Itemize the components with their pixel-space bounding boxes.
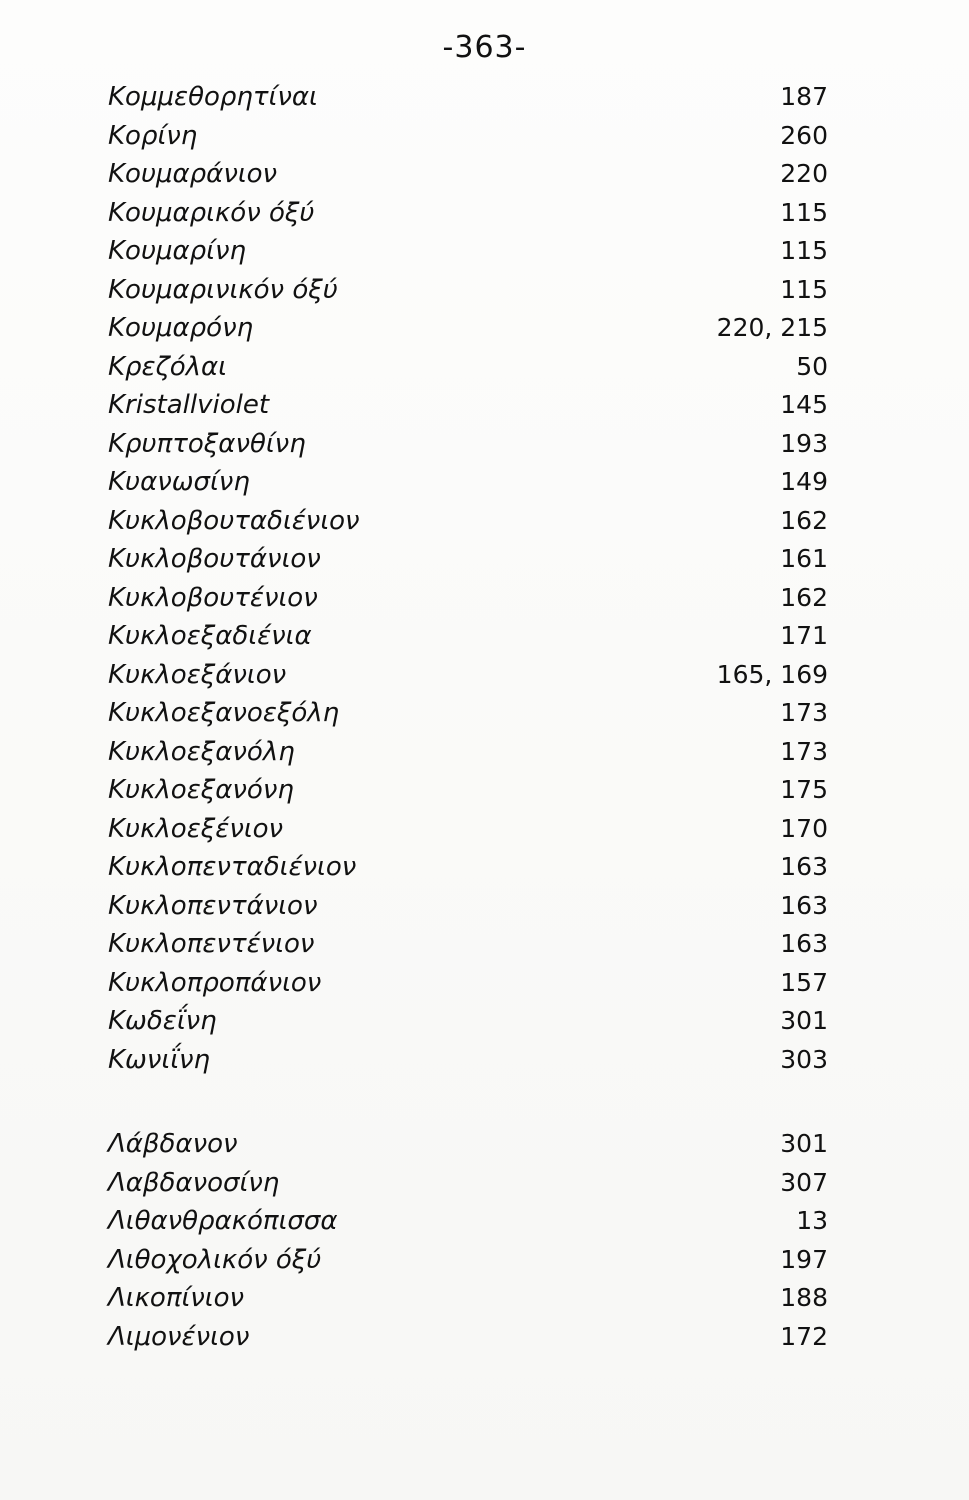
index-page-refs: 303 [780, 1044, 828, 1074]
index-entry [108, 429, 828, 468]
index-term: Κρεζόλαι [108, 351, 227, 382]
index-term: Κυκλοπεντάνιον [108, 890, 318, 921]
index-term: Kristallviolet [108, 390, 270, 420]
index-term: Λικοπίνιον [108, 1283, 245, 1313]
index-entry [108, 929, 828, 968]
index-entry [108, 1045, 828, 1084]
index-page-refs: 163 [780, 890, 828, 920]
index-entry [108, 968, 828, 1007]
index-term: Λιμονένιον [108, 1321, 250, 1352]
index-term: Κομμεθορητίναι [108, 82, 318, 112]
index-entry [108, 1168, 828, 1207]
index-term: Κυκλοεξανόλη [108, 736, 295, 767]
index-page-refs: 162 [780, 505, 828, 535]
index-entry [108, 891, 828, 930]
index-entry [108, 621, 828, 660]
index-term: Κυκλοβουτάνιον [108, 544, 321, 574]
index-page-refs: 175 [780, 775, 828, 804]
index-term: Κουμαρινικόν όξύ [108, 274, 338, 305]
index-entry [108, 544, 828, 583]
index-term: Κυκλοπεντένιον [108, 929, 315, 959]
index-term: Κυκλοεξάνιον [108, 659, 287, 690]
index-entry [108, 1245, 828, 1284]
index-page-refs: 188 [780, 1283, 828, 1312]
index-term: Κυκλοεξανοεξόλη [108, 698, 340, 728]
index-page-refs: 163 [780, 852, 828, 881]
index-page-refs: 170 [780, 813, 828, 843]
index-term: Κυκλοεξένιον [108, 813, 284, 844]
index-entry [108, 198, 828, 237]
index-entry [108, 852, 828, 891]
index-page-refs: 145 [780, 390, 828, 419]
index-page-refs: 149 [780, 467, 828, 496]
index-page-refs: 162 [780, 582, 828, 612]
index-entry [108, 1322, 828, 1361]
index-entry [108, 390, 828, 429]
index-page-refs: 50 [796, 351, 828, 381]
index-term: Κυκλοβουτένιον [108, 582, 318, 613]
index-entry [108, 121, 828, 160]
index-term: Κυκλοεξαδιένια [108, 621, 312, 651]
index-term: Κυκλοβουταδιένιον [108, 505, 360, 536]
index-entry [108, 814, 828, 853]
index-page-refs: 193 [780, 428, 828, 458]
index-term: Κουμαράνιον [108, 159, 278, 189]
index-term: Λιθανθρακόπισσα [108, 1206, 338, 1236]
index-page-refs: 307 [780, 1167, 828, 1197]
index-term: Λάβδανον [108, 1129, 238, 1159]
index-page-refs: 173 [780, 698, 828, 727]
index-entry [108, 660, 828, 699]
index-term: Κωδεΐνη [108, 1006, 217, 1036]
index-page-refs: 115 [780, 274, 828, 304]
index-entry [108, 1129, 828, 1168]
index-page-refs: 157 [780, 967, 828, 997]
index-entry [108, 698, 828, 737]
index-page-refs: 165, 169 [716, 659, 828, 689]
index-page-refs: 172 [780, 1321, 828, 1351]
index-page-refs: 171 [780, 621, 828, 650]
index-entry [108, 737, 828, 776]
index-term: Κουμαρίνη [108, 236, 246, 266]
index-term: Κορίνη [108, 120, 198, 151]
index-page-refs: 163 [780, 929, 828, 958]
index-term: Λιθοχολικόν όξύ [108, 1244, 322, 1275]
index-page-refs: 301 [780, 1129, 828, 1158]
index-term: Κυκλοεξανόνη [108, 775, 294, 805]
index-entry [108, 1283, 828, 1322]
index-page-refs: 115 [780, 197, 828, 227]
index-page-refs: 13 [796, 1206, 828, 1235]
index-term: Λαβδανοσίνη [108, 1167, 280, 1198]
index-term: Κουμαρικόν όξύ [108, 197, 315, 228]
index-term: Κυανωσίνη [108, 467, 250, 497]
index-page-refs: 220, 215 [716, 313, 828, 342]
index-page-refs: 220 [780, 159, 828, 188]
index-entry [108, 275, 828, 314]
index-term: Κουμαρόνη [108, 313, 254, 343]
index-page-refs: 115 [780, 236, 828, 265]
index-page-refs: 187 [780, 82, 828, 111]
index-term: Κρυπτοξανθίνη [108, 428, 306, 459]
index-entry [108, 583, 828, 622]
page-number: -363- [442, 30, 527, 65]
index-entry [108, 82, 828, 121]
index-entry [108, 352, 828, 391]
index-term: Κυκλοπροπάνιον [108, 967, 322, 998]
index-entry [108, 1206, 828, 1245]
index-entry [108, 506, 828, 545]
index-entry [108, 313, 828, 352]
index-page-refs: 197 [780, 1244, 828, 1274]
index-page-refs: 173 [780, 736, 828, 766]
index-page-refs: 161 [780, 544, 828, 573]
index-page-refs: 260 [780, 120, 828, 150]
index-entry [108, 467, 828, 506]
index-entry [108, 236, 828, 275]
index-term: Κωνιΐνη [108, 1044, 210, 1075]
index-entry [108, 775, 828, 814]
index-page-refs: 301 [780, 1006, 828, 1035]
index-entry [108, 1006, 828, 1045]
index-entry [108, 159, 828, 198]
index-term: Κυκλοπενταδιένιον [108, 852, 357, 882]
index-list [108, 82, 828, 1360]
